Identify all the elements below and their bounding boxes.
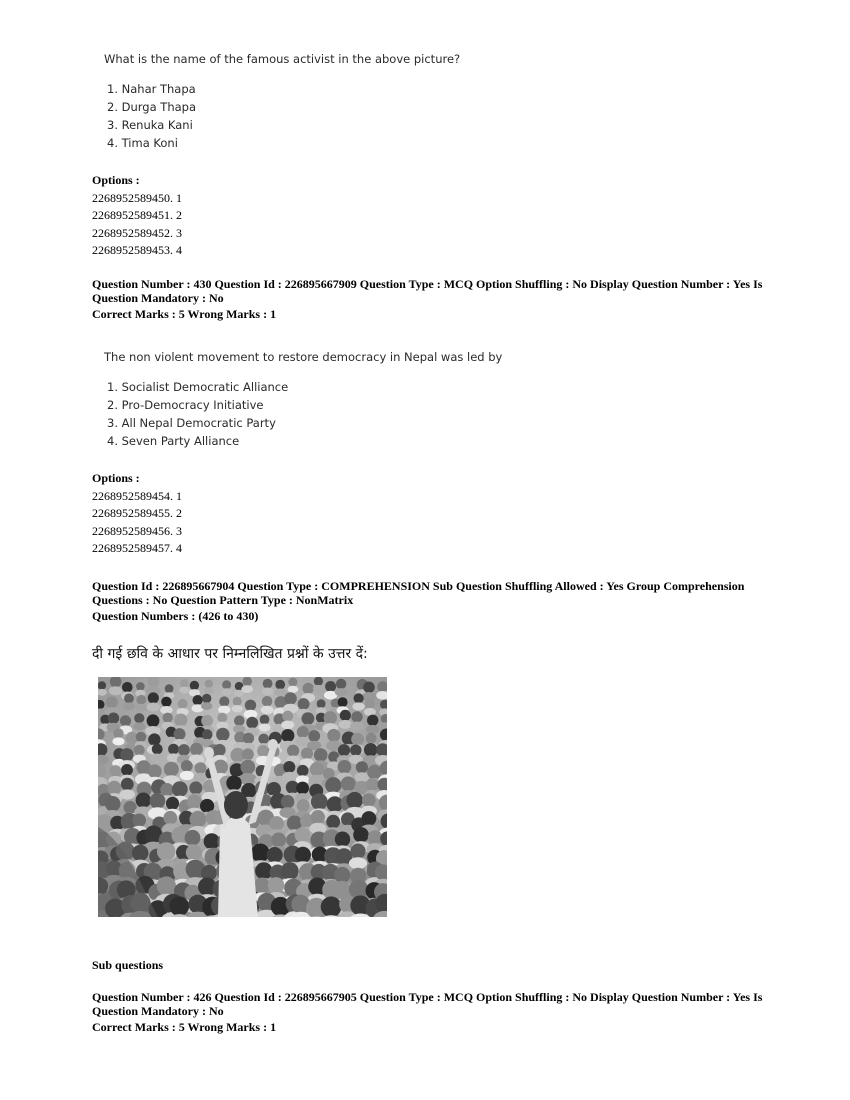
protest-crowd-photo — [98, 677, 387, 917]
option-id: 2268952589457. 4 — [92, 541, 182, 555]
option-id: 2268952589451. 2 — [92, 208, 182, 222]
comprehension-meta-line: Question Id : 226895667904 Question Type : COMPREHENSION Sub Question Shuffling Allowed : Yes Group Comprehension — [92, 579, 745, 593]
sub-questions-label: Sub questions — [92, 958, 164, 972]
choice-item: 3. All Nepal Democratic Party — [107, 416, 276, 430]
option-id: 2268952589455. 2 — [92, 506, 182, 520]
protest-crowd-illustration — [98, 677, 387, 917]
comprehension-meta — [92, 579, 772, 623]
question-numbers: Question Numbers : (426 to 430) — [92, 609, 259, 623]
comprehension-instruction: दी गई छवि के आधार पर निम्नलिखित प्रश्नों के उत्तर दें: — [92, 646, 368, 662]
options-label: Options : — [92, 471, 140, 485]
question-meta-line: Question Number : 430 Question Id : 226895667909 Question Type : MCQ Option Shuffling : No Display Question Number : Yes Is — [92, 277, 763, 291]
choice-item: 3. Renuka Kani — [107, 118, 193, 132]
option-id: 2268952589456. 3 — [92, 523, 182, 538]
option-id: 2268952589453. 4 — [92, 243, 182, 257]
option-id: 2268952589454. 1 — [92, 488, 182, 503]
question-text: What is the name of the famous activist in the above picture? — [104, 52, 461, 66]
choice-list — [107, 378, 288, 450]
options-block — [92, 470, 182, 558]
question-meta — [92, 277, 772, 321]
option-id: 2268952589450. 1 — [92, 190, 182, 205]
question-meta-line: Question Number : 426 Question Id : 226895667905 Question Type : MCQ Option Shuffling : No Display Question Number : Yes Is — [92, 990, 763, 1004]
question-meta-line: Question Mandatory : No — [92, 291, 224, 305]
options-block — [92, 172, 182, 260]
question-text: The non violent movement to restore democracy in Nepal was led by — [104, 350, 503, 364]
choice-item: 2. Durga Thapa — [107, 100, 197, 114]
question-marks: Correct Marks : 5 Wrong Marks : 1 — [92, 1020, 277, 1034]
comprehension-meta-line: Questions : No Question Pattern Type : NonMatrix — [92, 593, 354, 607]
choice-item: 2. Pro-Democracy Initiative — [107, 398, 264, 412]
choice-list — [107, 80, 196, 152]
question-marks: Correct Marks : 5 Wrong Marks : 1 — [92, 307, 277, 321]
choice-item: 4. Seven Party Alliance — [107, 434, 240, 448]
options-label: Options : — [92, 173, 140, 187]
choice-item: 1. Socialist Democratic Alliance — [107, 380, 289, 394]
choice-item: 1. Nahar Thapa — [107, 82, 196, 96]
question-meta-line: Question Mandatory : No — [92, 1004, 224, 1018]
choice-item: 4. Tima Koni — [107, 136, 178, 150]
question-meta — [92, 990, 772, 1034]
option-id: 2268952589452. 3 — [92, 225, 182, 240]
